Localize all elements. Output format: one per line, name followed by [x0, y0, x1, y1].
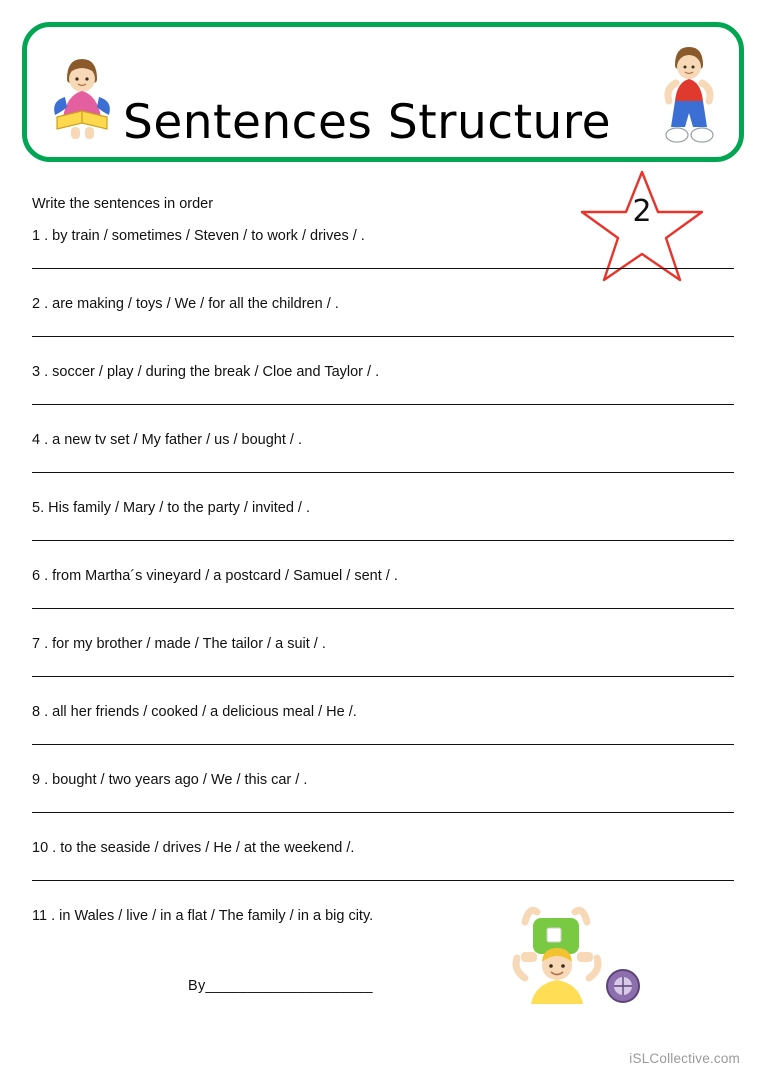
- item-text: 7 . for my brother / made / The tailor / a suit / .: [32, 636, 326, 652]
- list-item: [32, 500, 734, 568]
- item-text: 8 . all her friends / cooked / a delicious meal / He /.: [32, 704, 357, 720]
- item-text: 1 . by train / sometimes / Steven / to work / drives / .: [32, 228, 365, 244]
- cheering-children-icon: [495, 900, 655, 1008]
- item-text: 4 . a new tv set / My father / us / bought / .: [32, 432, 302, 448]
- instructions: Write the sentences in order: [32, 196, 214, 212]
- list-item: [32, 704, 734, 772]
- answer-line[interactable]: [32, 744, 734, 745]
- list-item: [32, 228, 734, 296]
- item-text: 5. His family / Mary / to the party / invited / .: [32, 500, 311, 516]
- item-text: 10 . to the seaside / drives / He / at the weekend /.: [32, 840, 355, 856]
- answer-line[interactable]: [32, 608, 734, 609]
- answer-line[interactable]: [32, 540, 734, 541]
- answer-line[interactable]: [32, 676, 734, 677]
- item-text: 9 . bought / two years ago / We / this car / .: [32, 772, 308, 788]
- list-item: [32, 568, 734, 636]
- answer-line[interactable]: [32, 336, 734, 337]
- list-item: [32, 840, 734, 908]
- answer-line[interactable]: [32, 880, 734, 881]
- item-text: 3 . soccer / play / during the break / Cloe and Taylor / .: [32, 364, 380, 380]
- sitting-child-icon: [657, 41, 721, 153]
- star-number: 2: [632, 194, 652, 229]
- answer-line[interactable]: [32, 472, 734, 473]
- answer-line[interactable]: [32, 268, 734, 269]
- item-text: 6 . from Martha´s vineyard / a postcard / Samuel / sent / .: [32, 568, 398, 584]
- reading-child-icon: [47, 49, 117, 145]
- list-item: [32, 636, 734, 704]
- byline[interactable]: By____________________: [188, 978, 373, 994]
- list-item: [32, 364, 734, 432]
- exercise-list: [32, 228, 734, 976]
- list-item: [32, 772, 734, 840]
- list-item: [32, 432, 734, 500]
- page-title: Sentences Structure: [123, 95, 611, 151]
- list-item: [32, 296, 734, 364]
- footer-watermark: iSLCollective.com: [629, 1051, 740, 1066]
- answer-line[interactable]: [32, 404, 734, 405]
- answer-line[interactable]: [32, 812, 734, 813]
- title-banner: [22, 22, 744, 162]
- item-text: 11 . in Wales / live / in a flat / The family / in a big city.: [32, 908, 374, 924]
- item-text: 2 . are making / toys / We / for all the children / .: [32, 296, 339, 312]
